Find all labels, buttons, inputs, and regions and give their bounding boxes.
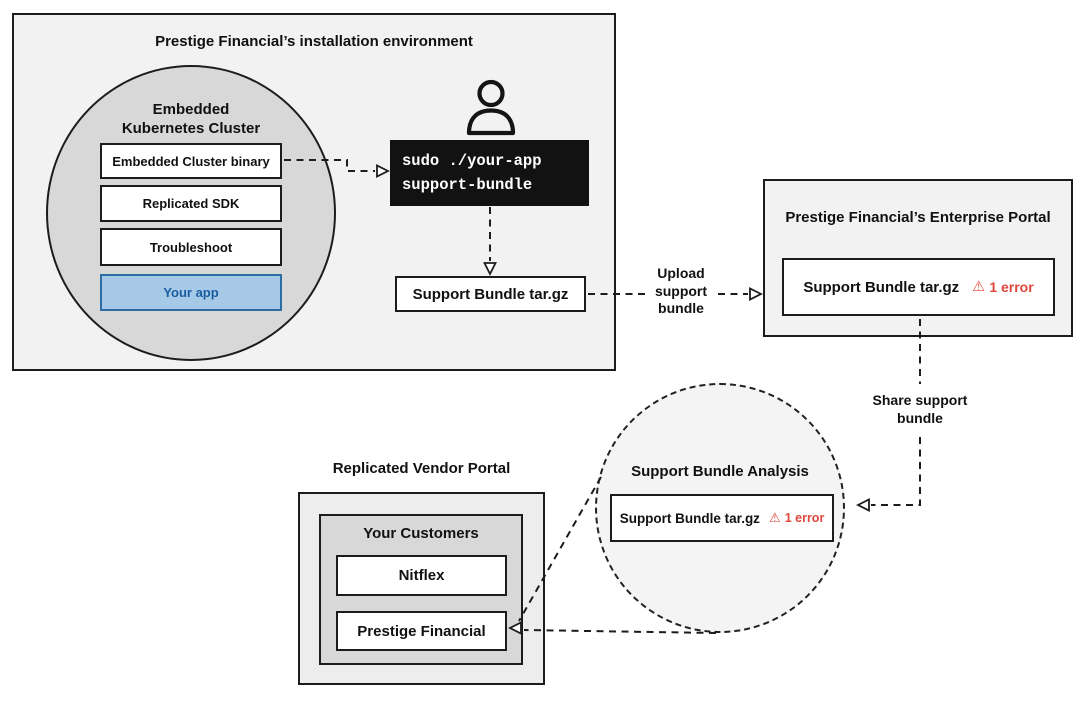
support-bundle-analysis-circle	[595, 383, 845, 633]
customer-nitflex: Nitflex	[336, 555, 507, 596]
your-customers-panel	[319, 514, 523, 665]
enterprise-portal-bundle-row	[782, 258, 1055, 316]
cluster-component-embedded-cluster-binary: Embedded Cluster binary	[100, 143, 282, 179]
support-bundle-file-box: Support Bundle tar.gz	[395, 276, 586, 312]
terminal-command-line1: sudo ./your-app	[402, 152, 542, 170]
installation-environment-panel	[12, 13, 616, 371]
analysis-bundle-row	[610, 494, 834, 542]
share-support-bundle-label	[850, 391, 990, 427]
upload-label-line2: support	[654, 282, 708, 299]
vendor-portal-panel	[298, 492, 545, 685]
analysis-bundle-error-count: 1 error	[784, 511, 825, 525]
terminal-command-line2: support-bundle	[402, 176, 533, 194]
upload-label-line1: Upload	[657, 265, 705, 281]
cluster-title-line1: Embedded	[152, 101, 230, 118]
analysis-bundle-label: Support Bundle tar.gz	[619, 510, 760, 526]
cluster-component-your-app: Your app	[100, 274, 282, 311]
customer-prestige-financial: Prestige Financial	[336, 611, 507, 651]
person-icon	[461, 79, 521, 142]
warning-icon: ⚠	[768, 510, 781, 526]
your-customers-title: Your Customers	[363, 525, 479, 542]
share-label-line1: Share support	[872, 392, 968, 408]
warning-icon: ⚠	[972, 278, 986, 295]
enterprise-portal-panel	[763, 179, 1073, 337]
share-label-line2: bundle	[897, 410, 943, 426]
cluster-component-troubleshoot: Troubleshoot	[100, 228, 282, 266]
arrowhead-upload	[750, 289, 761, 300]
installation-environment-title: Prestige Financial’s installation environment	[155, 33, 473, 50]
enterprise-portal-title: Prestige Financial’s Enterprise Portal	[785, 209, 1051, 226]
enterprise-bundle-label: Support Bundle tar.gz	[803, 278, 960, 296]
analysis-title: Support Bundle Analysis	[631, 463, 809, 480]
analysis-bundle-error-badge	[769, 511, 824, 525]
upload-label-line3: bundle	[658, 300, 704, 316]
vendor-portal-title: Replicated Vendor Portal	[332, 460, 511, 477]
cluster-title	[48, 100, 334, 138]
terminal-command-box	[390, 140, 589, 206]
enterprise-bundle-error-badge	[972, 279, 1034, 295]
connector-share-lower-segment	[871, 437, 920, 505]
cluster-component-replicated-sdk: Replicated SDK	[100, 185, 282, 222]
connector-analysis-horizontal	[524, 630, 716, 633]
upload-support-bundle-label	[636, 265, 726, 318]
arrowhead-share	[858, 500, 869, 511]
cluster-title-line2: Kubernetes Cluster	[121, 120, 261, 137]
enterprise-bundle-error-count: 1 error	[989, 279, 1034, 295]
